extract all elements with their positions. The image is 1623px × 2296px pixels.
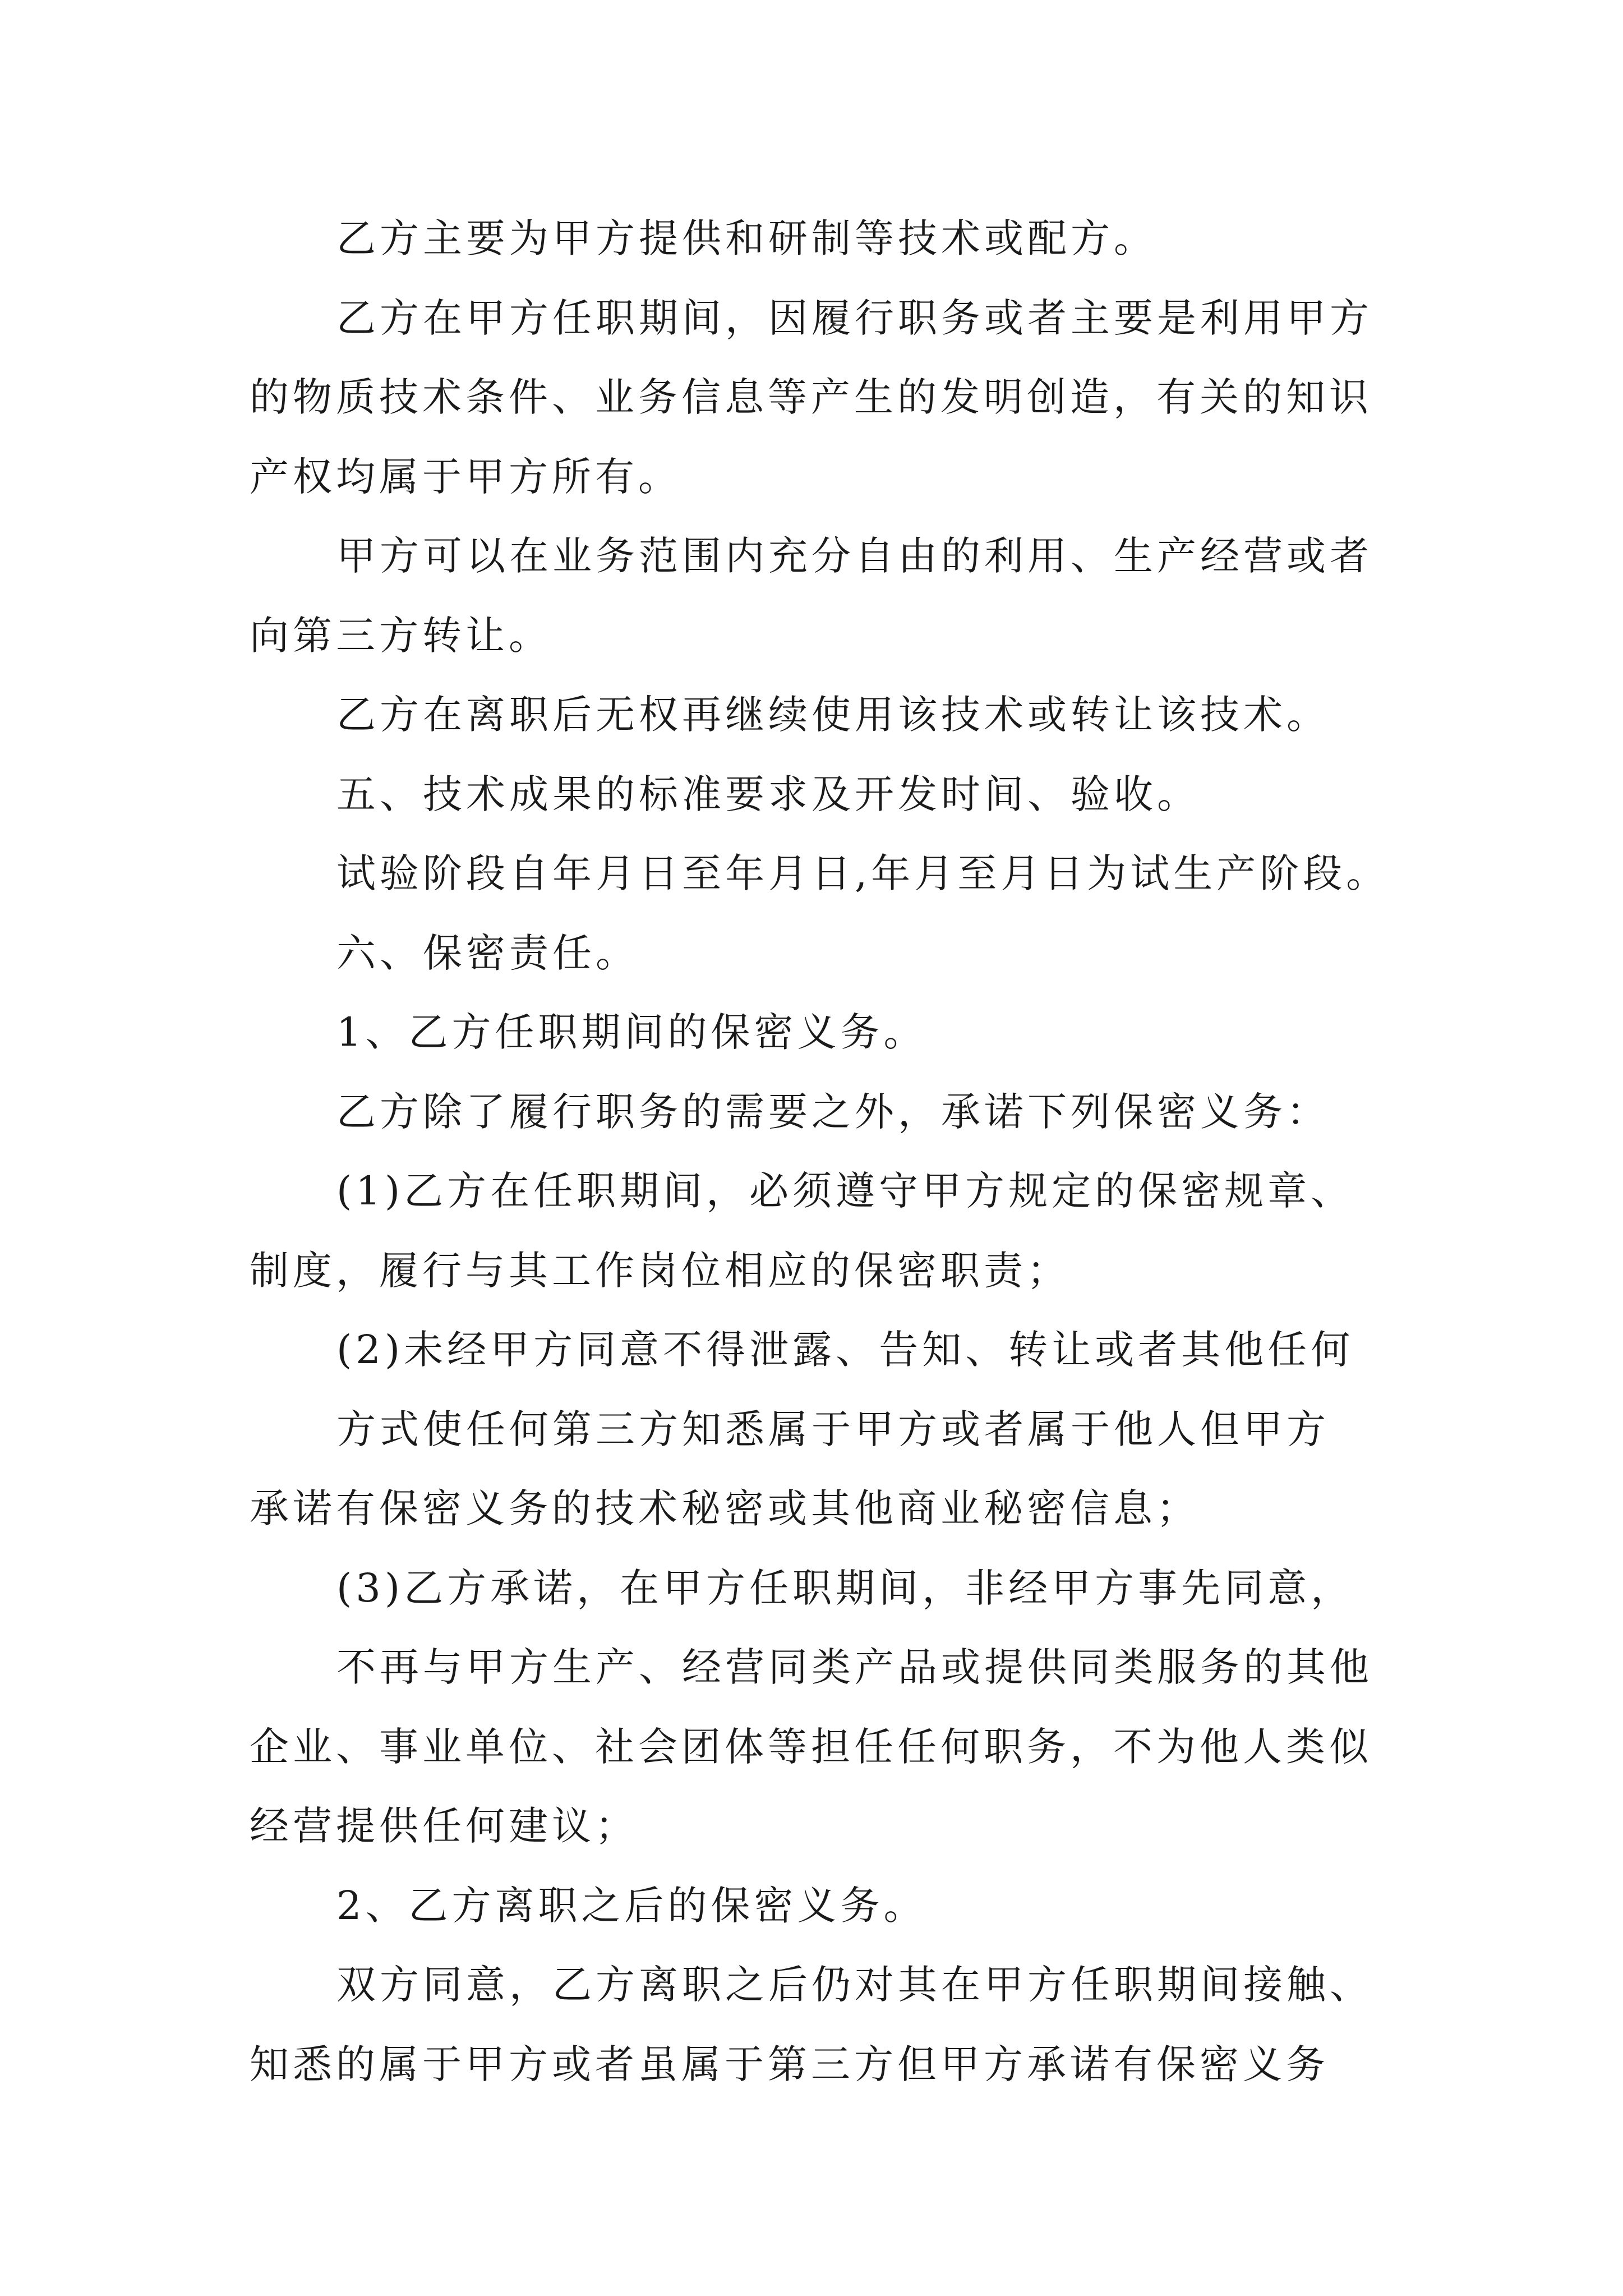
text-line-23: 双方同意，乙方离职之后仍对其在甲方任职期间接触、 bbox=[336, 1962, 1373, 2008]
list-item-3: (3)乙方承诺，在甲方任职期间，非经甲方事先同意， bbox=[336, 1565, 1354, 1611]
text-line-12: 乙方除了履行职务的需要之外，承诺下列保密义务： bbox=[336, 1088, 1330, 1135]
subsection-heading-2: 2、乙方离职之后的保密义务。 bbox=[336, 1882, 927, 1929]
text-line-24: 知悉的属于甲方或者虽属于第三方但甲方承诺有保密义务 bbox=[250, 2041, 1329, 2087]
text-line-9: 试验阶段自年月日至年月日,年月至月日为试生产阶段。 bbox=[336, 850, 1390, 896]
text-line-3: 的物质技术条件、业务信息等产生的发明创造，有关的知识 bbox=[250, 374, 1372, 420]
text-line-4: 产权均属于甲方所有。 bbox=[250, 453, 681, 500]
text-line-17: 承诺有保密义务的技术秘密或其他商业秘密信息； bbox=[250, 1485, 1200, 1531]
text-line-5: 甲方可以在业务范围内充分自由的利用、生产经营或者 bbox=[336, 533, 1373, 579]
text-line-14: 制度，履行与其工作岗位相应的保密职责； bbox=[250, 1247, 1070, 1294]
document-body bbox=[250, 199, 1390, 2104]
text-line-7: 乙方在离职后无权再继续使用该技术或转让该技术。 bbox=[336, 692, 1330, 738]
subsection-heading-1: 1、乙方任职期间的保密义务。 bbox=[336, 1009, 927, 1055]
text-line-20: 企业、事业单位、社会团体等担任任何职务，不为他人类似 bbox=[250, 1723, 1372, 1770]
section-heading-5: 五、技术成果的标准要求及开发时间、验收。 bbox=[336, 771, 1200, 817]
text-line-1: 乙方主要为甲方提供和研制等技术或配方。 bbox=[336, 215, 1157, 261]
text-line-2: 乙方在甲方任职期间，因履行职务或者主要是利用甲方 bbox=[336, 295, 1373, 341]
list-item-1: (1)乙方在任职期间，必须遵守甲方规定的保密规章、 bbox=[336, 1168, 1354, 1214]
text-line-21: 经营提供任何建议； bbox=[250, 1803, 638, 1849]
section-heading-6: 六、保密责任。 bbox=[336, 930, 639, 976]
list-item-2: (2)未经甲方同意不得泄露、告知、转让或者其他任何 bbox=[336, 1327, 1354, 1373]
text-line-6: 向第三方转让。 bbox=[250, 612, 552, 659]
text-line-16: 方式使任何第三方知悉属于甲方或者属于他人但甲方 bbox=[336, 1406, 1330, 1452]
text-line-19: 不再与甲方生产、经营同类产品或提供同类服务的其他 bbox=[336, 1644, 1373, 1690]
